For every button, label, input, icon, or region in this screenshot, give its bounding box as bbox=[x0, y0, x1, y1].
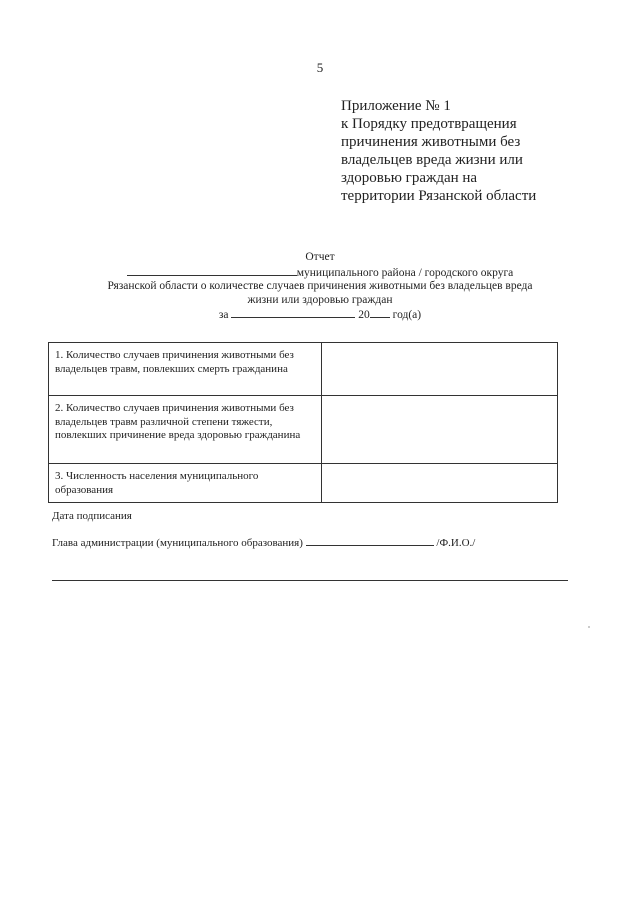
year-blank[interactable] bbox=[370, 307, 390, 318]
report-line-harm: жизни или здоровью граждан bbox=[247, 293, 393, 306]
period-blank[interactable] bbox=[231, 307, 355, 318]
head-signature-line bbox=[52, 535, 475, 549]
row-value-cell[interactable] bbox=[322, 396, 558, 464]
report-table bbox=[48, 342, 558, 503]
row-value-cell[interactable] bbox=[322, 343, 558, 396]
row-label: 1. Количество случаев причинения животными без владельцев травм, повлекших смерть гражданина bbox=[49, 343, 322, 396]
report-line-region: Рязанской области о количестве случаев причинения животными без владельцев вреда bbox=[107, 280, 533, 292]
report-heading bbox=[55, 251, 585, 323]
period-year: 20 bbox=[358, 309, 370, 321]
municipality-text: муниципального района / городского округа bbox=[296, 266, 514, 279]
row-label: 3. Численность населения муниципального образования bbox=[49, 464, 322, 503]
appendix-line: здоровью граждан на bbox=[341, 170, 478, 186]
fio-label: /Ф.И.О./ bbox=[436, 537, 476, 549]
appendix-line: к Порядку предотвращения bbox=[341, 116, 517, 132]
report-line-municipality bbox=[55, 265, 585, 281]
appendix-header bbox=[341, 97, 561, 205]
divider bbox=[52, 580, 568, 581]
table-row bbox=[49, 464, 558, 503]
row-value-cell[interactable] bbox=[322, 464, 558, 503]
row-label: 2. Количество случаев причинения животными без владельцев травм различной степени тяжести, повлекших причинение вреда здоровью гражданина bbox=[49, 396, 322, 464]
signature-blank[interactable] bbox=[306, 535, 434, 546]
signing-date-label: Дата подписания bbox=[52, 510, 132, 522]
report-title: Отчет bbox=[305, 251, 335, 263]
appendix-line: территории Рязанской области bbox=[341, 188, 537, 204]
head-label: Глава администрации (муниципального образования) bbox=[52, 537, 303, 549]
appendix-line: владельцев вреда жизни или bbox=[341, 152, 523, 168]
appendix-line: причинения животными без bbox=[341, 134, 521, 150]
page-number: 5 bbox=[316, 60, 324, 75]
municipality-blank[interactable] bbox=[127, 265, 297, 276]
table-row bbox=[49, 343, 558, 396]
period-prefix: за bbox=[218, 309, 229, 321]
report-period bbox=[55, 307, 585, 323]
appendix-line: Приложение № 1 bbox=[341, 98, 451, 114]
table-row bbox=[49, 396, 558, 464]
scan-speck bbox=[588, 626, 590, 628]
period-suffix: год(а) bbox=[392, 309, 422, 321]
